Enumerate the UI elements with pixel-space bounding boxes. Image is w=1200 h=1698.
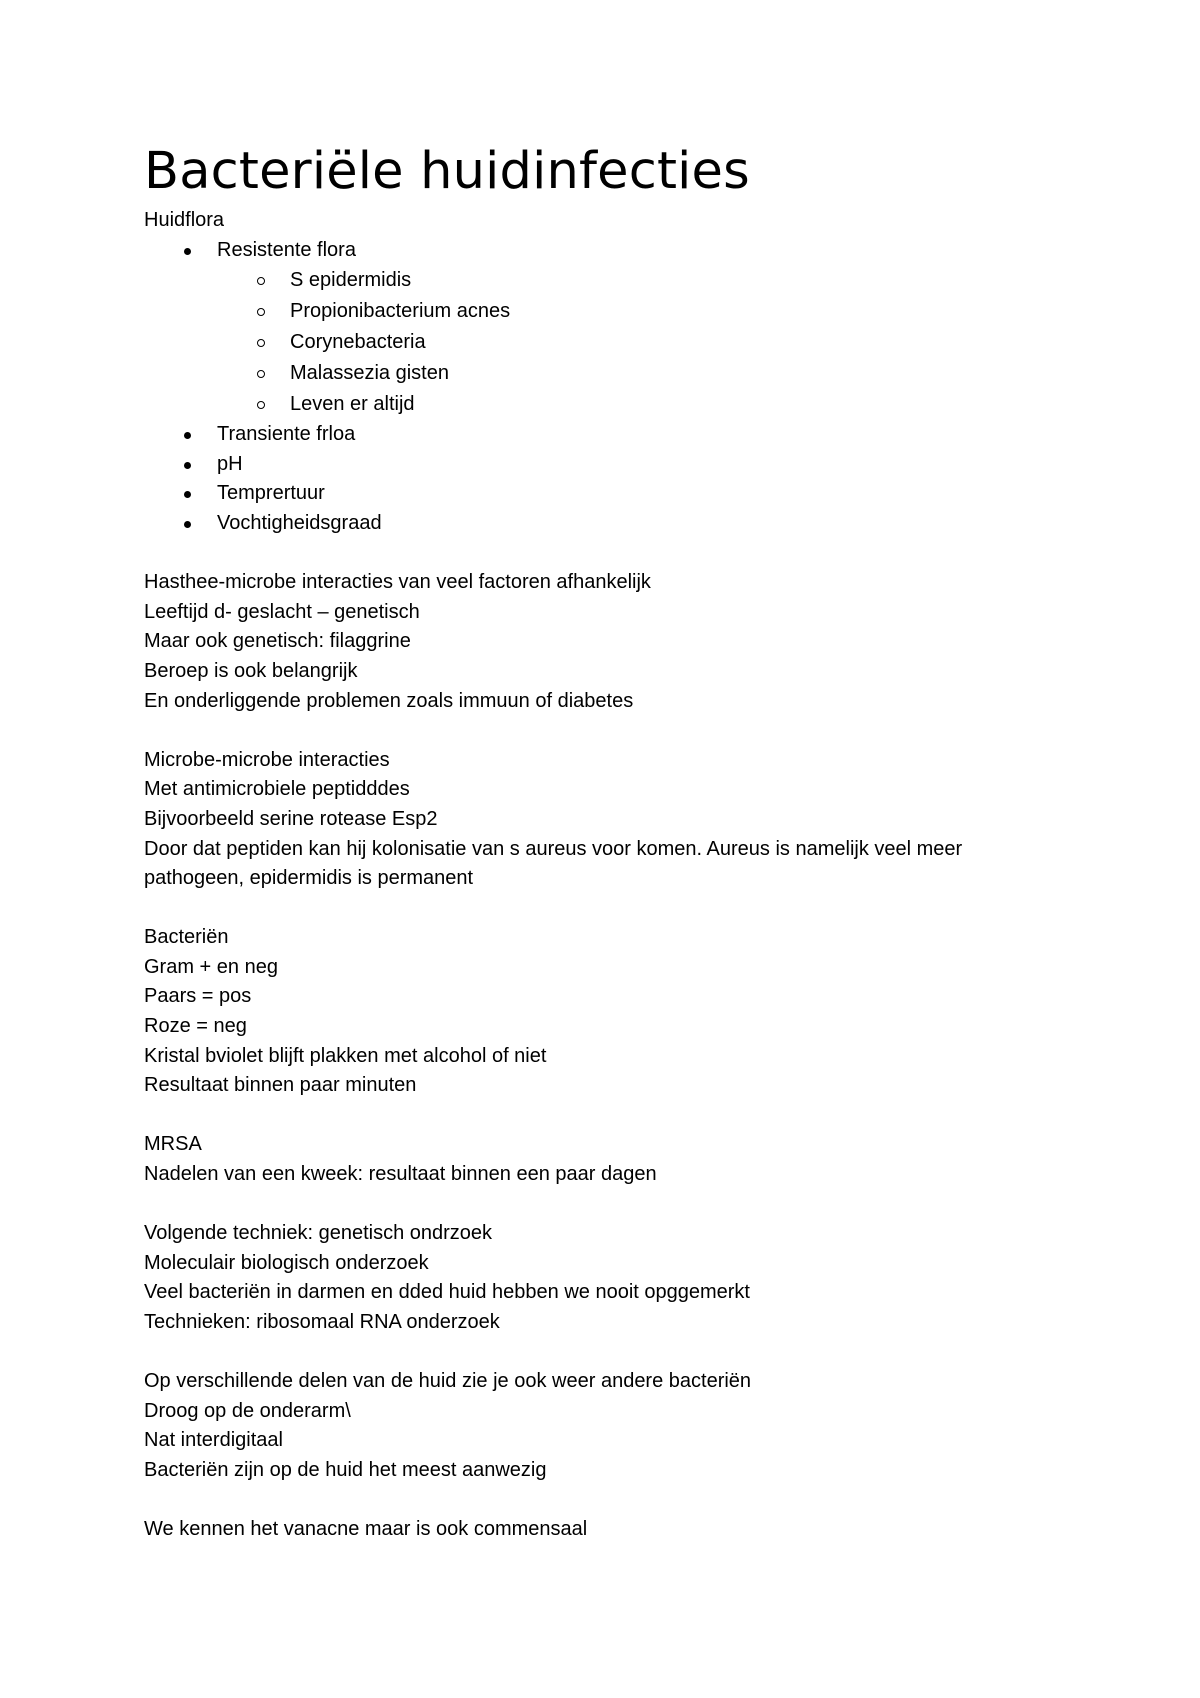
text-line: Leeftijd d- geslacht – genetisch [144,600,420,623]
sub-list-item-text: Corynebacteria [290,331,426,354]
sub-list-item [144,389,1074,420]
blank-line [144,539,1074,569]
list-item [144,236,1074,266]
list-item-text: Vochtigheidsgraad [217,511,382,534]
text-line: Beroep is ook belangrijk [144,659,358,682]
text-line: Resultaat binnen paar minuten [144,1074,417,1097]
hollow-bullet-icon [257,308,265,316]
text-line: Op verschillende delen van de huid zie je ook weer andere bacteriën [144,1370,752,1393]
filled-bullet-icon [184,462,191,469]
text-paragraph: Door dat peptiden kan hij kolonisatie van s aureus voor komen. Aureus is namelijk veel meer pathogeen, epidermidis is permanent [144,837,963,890]
section-heading: Huidflora [144,209,225,231]
blank-line [144,1338,1074,1368]
text-line: Bacteriën zijn op de huid het meest aanwezig [144,1458,547,1481]
sub-list-item [144,358,1074,389]
sub-list-item [144,265,1074,296]
text-line: Microbe-microbe interacties [144,748,390,771]
document-title: Bacteriële huidinfecties [144,142,750,201]
hollow-bullet-icon [257,277,265,285]
text-line: Paars = pos [144,985,252,1008]
blank-line [144,716,1074,746]
filled-bullet-icon [184,491,191,498]
document-page [144,140,1074,1545]
text-line: Nat interdigitaal [144,1429,283,1452]
sub-list-item-text: S epidermidis [290,269,412,292]
text-line: Bijvoorbeeld serine rotease Esp2 [144,807,438,830]
text-line: Droog op de onderarm\ [144,1399,351,1422]
sub-list-item-text: Malassezia gisten [290,362,449,385]
list-item-text: Temprertuur [217,482,325,505]
text-line: We kennen het vanacne maar is ook commensaal [144,1518,588,1541]
blank-line [144,1101,1074,1131]
list-item [144,420,1074,450]
text-line: Maar ook genetisch: filaggrine [144,630,411,653]
text-line: Bacteriën [144,926,229,949]
text-line: Volgende techniek: genetisch ondrzoek [144,1222,493,1245]
bullet-list [144,236,1074,539]
list-item-text: Transiente frloa [217,423,356,446]
sub-list-item [144,296,1074,327]
hollow-bullet-icon [257,370,265,378]
sub-list-item [144,327,1074,358]
filled-bullet-icon [184,248,191,255]
list-item [144,450,1074,480]
blank-line [144,894,1074,924]
text-line: Kristal bviolet blijft plakken met alcohol of niet [144,1044,547,1067]
hollow-bullet-icon [257,339,265,347]
blank-line [144,1486,1074,1516]
filled-bullet-icon [184,521,191,528]
text-line: Hasthee-microbe interacties van veel factoren afhankelijk [144,571,651,594]
text-line: Roze = neg [144,1015,247,1038]
text-line: Met antimicrobiele peptidddes [144,778,410,801]
list-item-text: pH [217,452,243,475]
hollow-bullet-icon [257,401,265,409]
sub-list-item-text: Propionibacterium acnes [290,300,511,323]
text-line: Moleculair biologisch onderzoek [144,1251,429,1274]
text-line: Veel bacteriën in darmen en dded huid hebben we nooit opggemerkt [144,1281,750,1304]
text-line: Nadelen van een kweek: resultaat binnen een paar dagen [144,1163,657,1186]
text-line: En onderliggende problemen zoals immuun of diabetes [144,689,634,712]
text-line: Technieken: ribosomaal RNA onderzoek [144,1311,500,1333]
blank-line [144,1190,1074,1220]
text-line: Gram + en neg [144,955,278,978]
text-line: MRSA [144,1133,202,1156]
list-item-text: Resistente flora [217,238,356,261]
list-item [144,479,1074,509]
filled-bullet-icon [184,432,191,439]
sub-list-item-text: Leven er altijd [290,393,415,416]
list-item [144,509,1074,539]
